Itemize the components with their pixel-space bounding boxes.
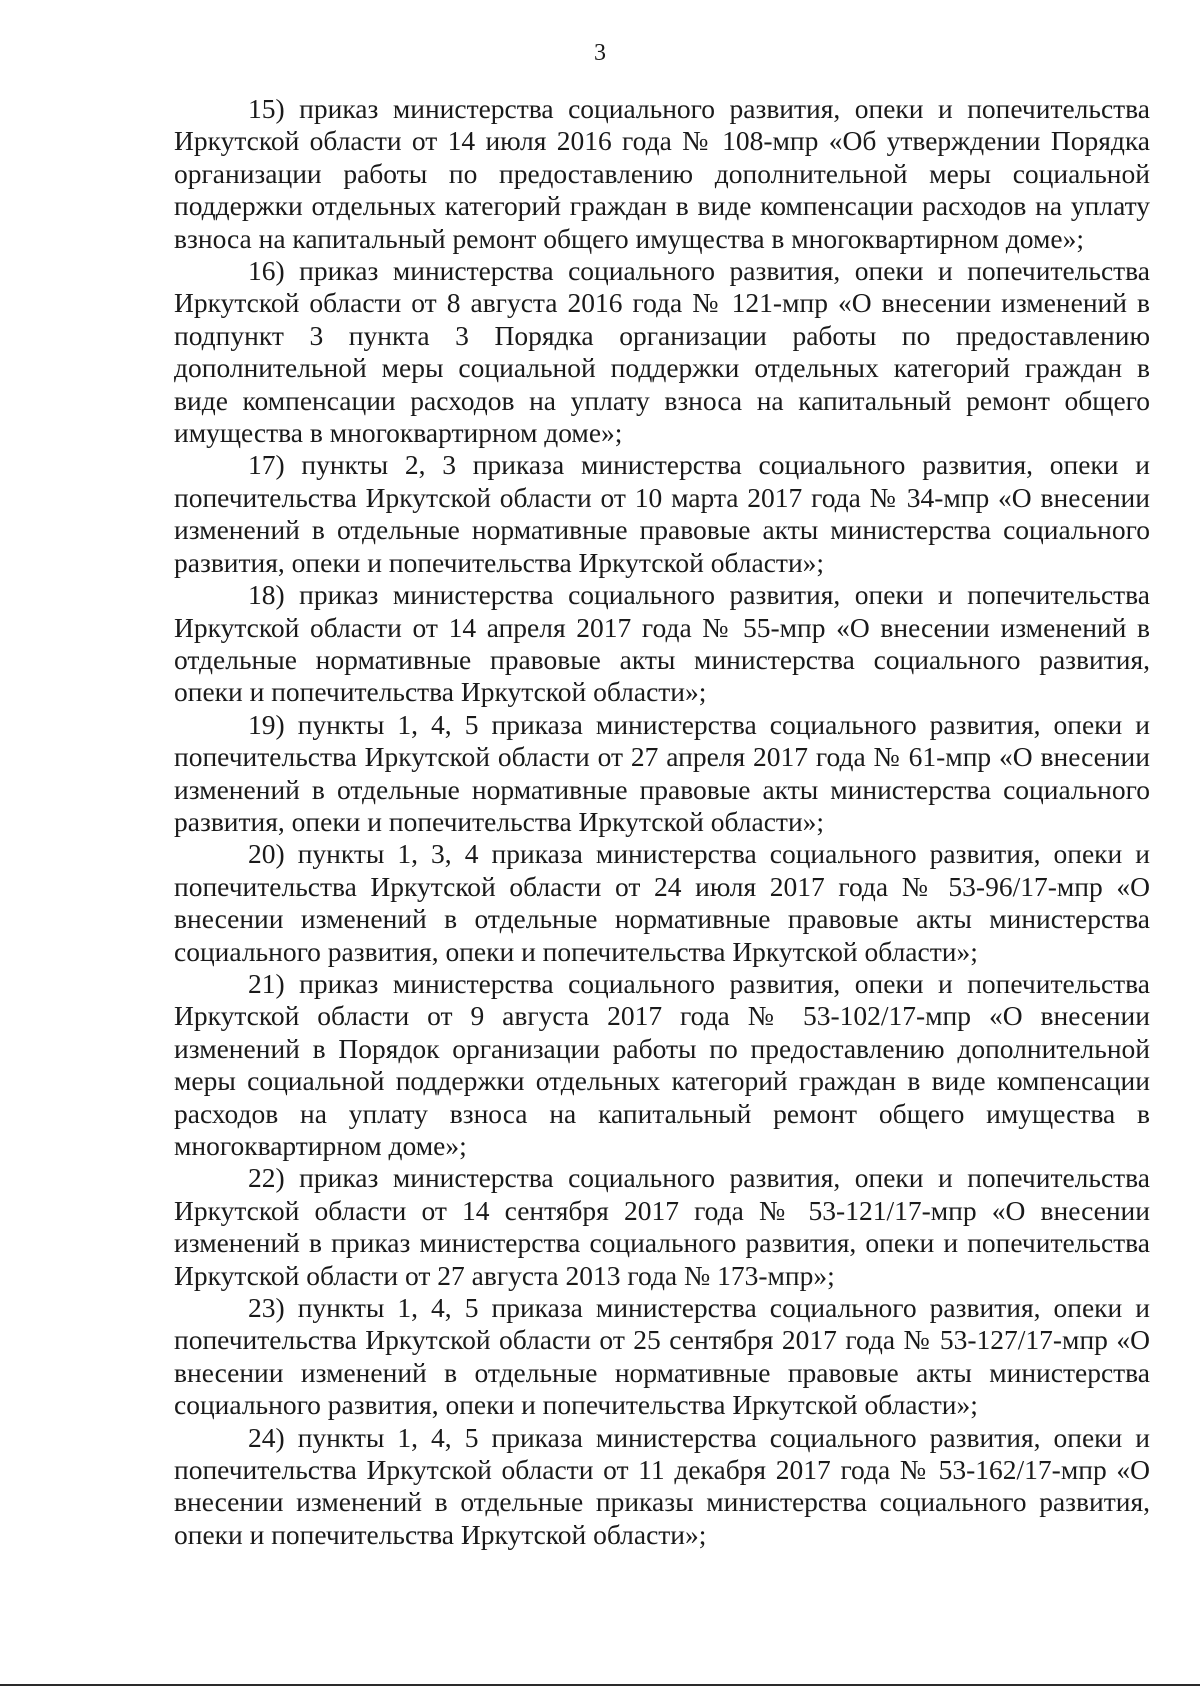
list-item-19: 19) пункты 1, 4, 5 приказа министерства социального развития, опеки и попечительства Иркутской области от 27 апреля 2017 года № 61-мпр «О внесении изменений в отдельные нормативные правовые акты министерства социального развития, опеки и попечительства Иркутской области»; bbox=[174, 708, 1150, 837]
list-item-17: 17) пункты 2, 3 приказа министерства социального развития, опеки и попечительства Иркутской области от 10 марта 2017 года № 34-мпр «О внесении изменений в отдельные нормативные правовые акты министерства социального развития, опеки и попечительства Иркутской области»; bbox=[174, 449, 1150, 578]
list-item-18: 18) приказ министерства социального развития, опеки и попечительства Иркутской области от 14 апреля 2017 года № 55-мпр «О внесении изменений в отдельные нормативные правовые акты министерства социального развития, опеки и попечительства Иркутской области»; bbox=[174, 579, 1150, 708]
document-body bbox=[174, 93, 1150, 1551]
list-item-23: 23) пункты 1, 4, 5 приказа министерства социального развития, опеки и попечительства Иркутской области от 25 сентября 2017 года № 53-127/17-мпр «О внесении изменений в отдельные нормативные правовые акты министерства социального развития, опеки и попечительства Иркутской области»; bbox=[174, 1292, 1150, 1421]
list-item-16: 16) приказ министерства социального развития, опеки и попечительства Иркутской области от 8 августа 2016 года № 121-мпр «О внесении изменений в подпункт 3 пункта 3 Порядка организации работы по предоставлению дополнительной меры социальной поддержки отдельных категорий граждан в виде компенсации расходов на уплату взноса на капитальный ремонт общего имущества в многоквартирном доме»; bbox=[174, 255, 1150, 449]
list-item-15: 15) приказ министерства социального развития, опеки и попечительства Иркутской области от 14 июля 2016 года № 108-мпр «Об утверждении Порядка организации работы по предоставлению дополнительной меры социальной поддержки отдельных категорий граждан в виде компенсации расходов на уплату взноса на капитальный ремонт общего имущества в многоквартирном доме»; bbox=[174, 93, 1150, 254]
page-number: 3 bbox=[594, 40, 606, 66]
list-item-22: 22) приказ министерства социального развития, опеки и попечительства Иркутской области от 14 сентября 2017 года № 53-121/17-мпр «О внесении изменений в приказ министерства социального развития, опеки и попечительства Иркутской области от 27 августа 2013 года № 173-мпр»; bbox=[174, 1162, 1150, 1291]
list-item-20: 20) пункты 1, 3, 4 приказа министерства социального развития, опеки и попечительства Иркутской области от 24 июля 2017 года № 53-96/17-мпр «О внесении изменений в отдельные нормативные правовые акты министерства социального развития, опеки и попечительства Иркутской области»; bbox=[174, 838, 1150, 967]
bottom-divider bbox=[0, 1684, 1200, 1686]
list-item-21: 21) приказ министерства социального развития, опеки и попечительства Иркутской области от 9 августа 2017 года № 53-102/17-мпр «О внесении изменений в Порядок организации работы по предоставлению дополнительной меры социальной поддержки отдельных категорий граждан в виде компенсации расходов на уплату взноса на капитальный ремонт общего имущества в многоквартирном доме»; bbox=[174, 967, 1150, 1161]
list-item-24: 24) пункты 1, 4, 5 приказа министерства социального развития, опеки и попечительства Иркутской области от 11 декабря 2017 года № 53-162/17-мпр «О внесении изменений в отдельные приказы министерства социального развития, опеки и попечительства Иркутской области»; bbox=[174, 1421, 1150, 1550]
